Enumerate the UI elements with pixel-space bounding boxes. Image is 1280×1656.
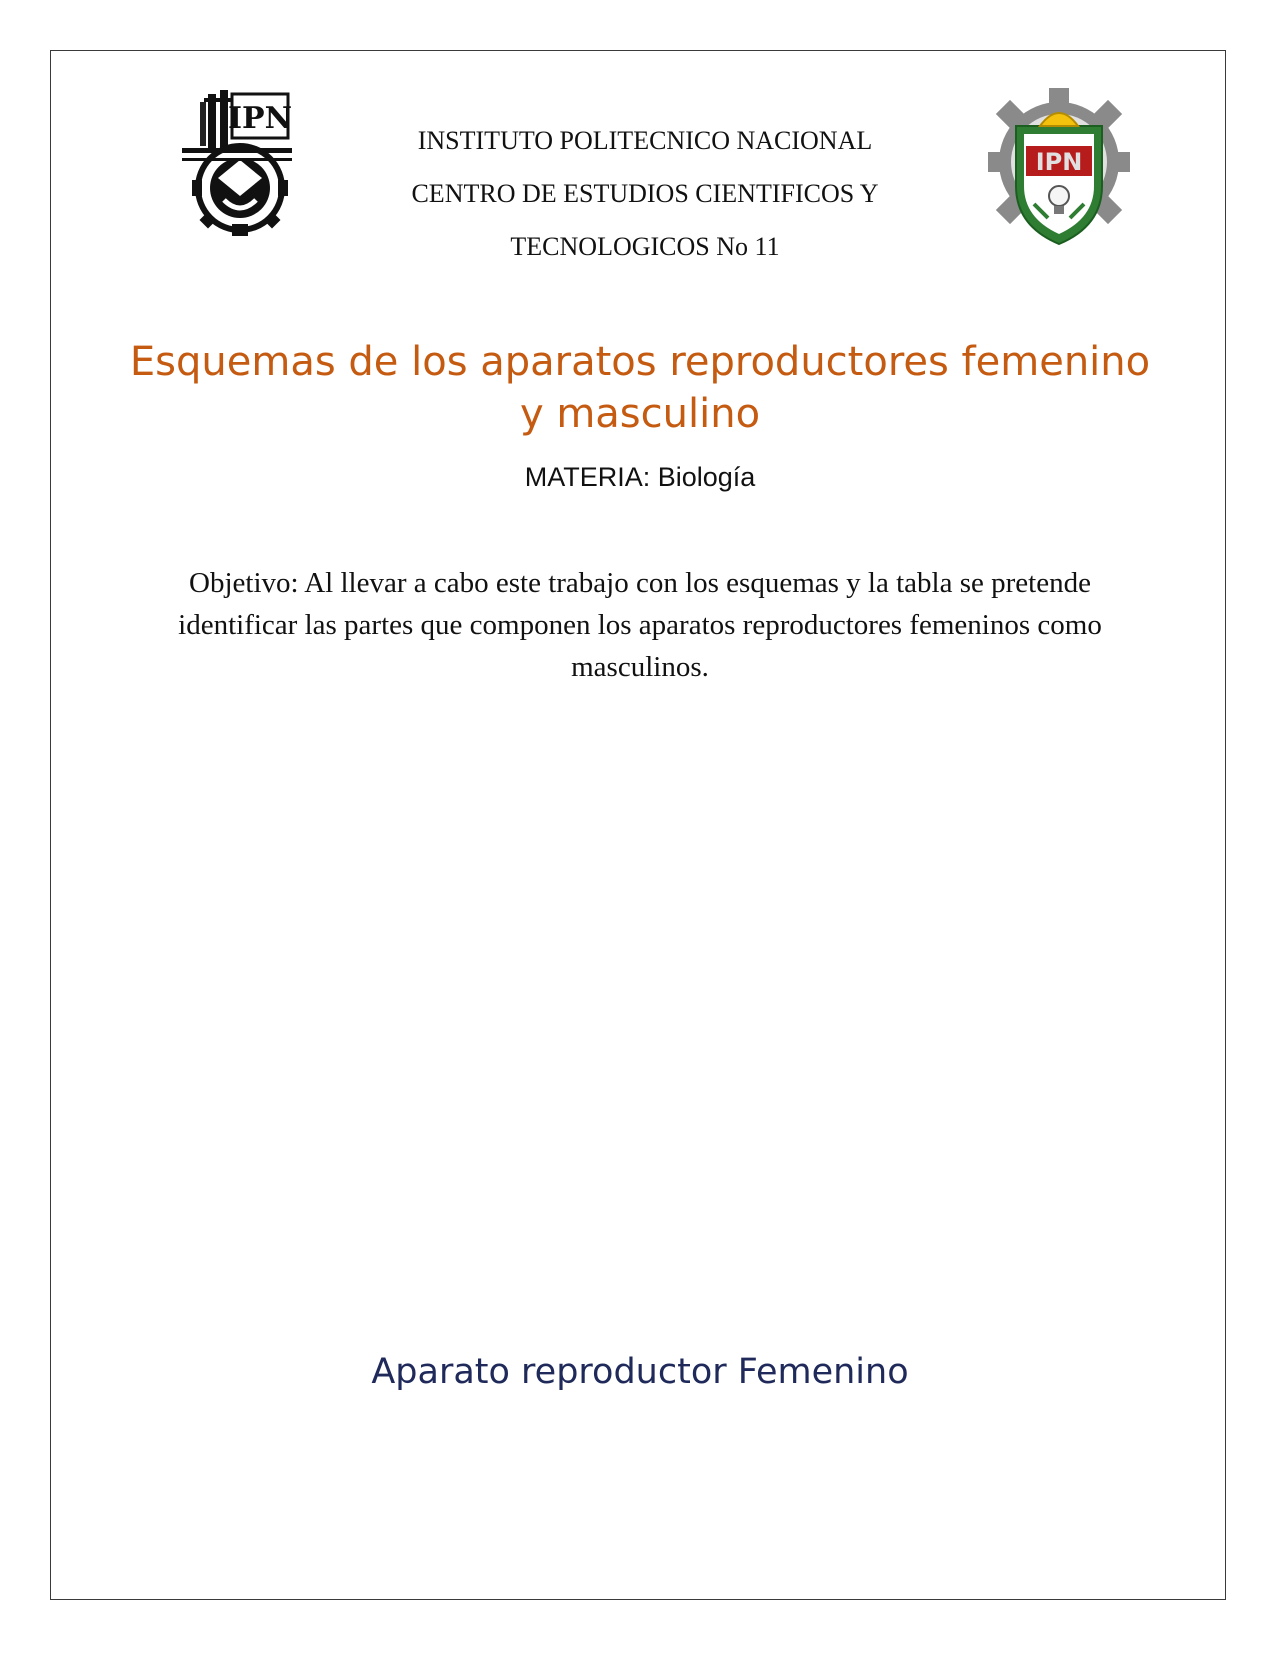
svg-text:IPN: IPN [1035,148,1083,176]
objective-paragraph: Objetivo: Al llevar a cabo este trabajo con los esquemas y la tabla se pretende identificar las partes que componen los aparatos reproductores femeninos como masculinos. [178,567,1102,683]
cecyt-gear-shield-logo-icon [988,86,1130,250]
section-heading: Aparato reproductor Femenino [371,1352,909,1392]
institution-header [300,114,990,273]
school-name-line1: CENTRO DE ESTUDIOS CIENTIFICOS Y [411,179,879,208]
institution-name: INSTITUTO POLITECNICO NACIONAL [417,126,873,155]
ipn-logo-icon [178,88,296,240]
subject-line: MATERIA: Biología [524,462,756,492]
school-name-line2: TECNOLOGICOS No 11 [510,232,780,261]
svg-text:IPN: IPN [227,101,293,136]
document-title: Esquemas de los aparatos reproductores femenino y masculino [129,339,1151,437]
